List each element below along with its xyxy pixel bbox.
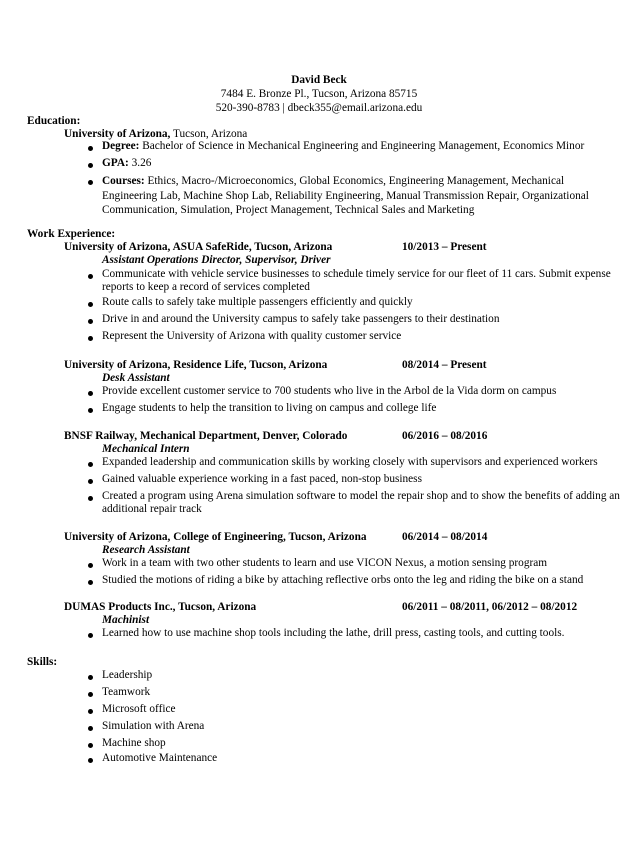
education-location: Tucson, Arizona <box>170 128 248 140</box>
job-employer: University of Arizona, ASUA SafeRide, Tucson, Arizona <box>64 241 333 253</box>
job-dates: 10/2013 – Present <box>402 241 487 253</box>
job-bullet: Expanded leadership and communication skills by working closely with supervisors and experienced workers <box>102 456 598 468</box>
skill-item: Teamwork <box>102 686 151 698</box>
job-title: Assistant Operations Director, Supervisor, Driver <box>102 254 331 266</box>
education-item-text: Bachelor of Science in Mechanical Engineering and Engineering Management, Economics Minor <box>139 140 585 152</box>
job-dates: 06/2011 – 08/2011, 06/2012 – 08/2012 <box>402 601 578 613</box>
education-item-degree <box>102 140 584 154</box>
job-bullet: Route calls to safely take multiple passengers efficiently and quickly <box>102 296 413 308</box>
bullet-icon <box>88 180 93 185</box>
job-bullet: Provide excellent customer service to 700 students who live in the Arbol de la Vida dorm on campus <box>102 385 557 397</box>
bullet-icon <box>88 462 93 467</box>
skill-item: Microsoft office <box>102 703 176 715</box>
bullet-icon <box>88 408 93 413</box>
job-title: Mechanical Intern <box>102 443 190 455</box>
work-heading: Work Experience: <box>27 228 116 240</box>
skills-heading: Skills: <box>27 656 58 668</box>
bullet-icon <box>88 743 93 748</box>
bullet-icon <box>88 319 93 324</box>
education-item-label: GPA: <box>102 157 129 169</box>
bullet-icon <box>88 302 93 307</box>
education-school: University of Arizona, <box>64 128 171 140</box>
bullet-icon <box>88 580 93 585</box>
bullet-icon <box>88 479 93 484</box>
job-title: Desk Assistant <box>102 372 170 384</box>
job-title: Machinist <box>102 614 150 626</box>
education-item-gpa <box>102 157 151 171</box>
skill-item: Leadership <box>102 669 153 681</box>
education-item-text: 3.26 <box>128 157 152 169</box>
education-item-text: Ethics, Macro-/Microeconomics, Global Economics, Engineering Management, Mechanical Engineering Lab, Machine Shop Lab, Reliability Engineering, Manual Transmission Repair, Organizational Communication, Simulation, Project Management, Technical Sales and Marketing <box>102 175 589 216</box>
resume-name: David Beck <box>291 74 347 86</box>
skill-item: Automotive Maintenance <box>102 752 218 764</box>
education-item-courses <box>102 174 618 218</box>
bullet-icon <box>88 692 93 697</box>
bullet-icon <box>88 726 93 731</box>
bullet-icon <box>88 274 93 279</box>
contact-line: 520-390-8783 | dbeck355@email.arizona.edu <box>215 102 423 114</box>
education-heading: Education: <box>27 115 81 127</box>
education-item-label: Courses: <box>102 175 145 187</box>
bullet-icon <box>88 675 93 680</box>
job-bullet: Represent the University of Arizona with quality customer service <box>102 330 402 342</box>
job-employer: BNSF Railway, Mechanical Department, Denver, Colorado <box>64 430 348 442</box>
skill-item: Machine shop <box>102 737 166 749</box>
bullet-icon <box>88 163 93 168</box>
bullet-icon <box>88 633 93 638</box>
bullet-icon <box>88 758 93 763</box>
job-title: Research Assistant <box>102 544 190 556</box>
job-bullet: Studied the motions of riding a bike by attaching reflective orbs onto the leg and riding the bike on a stand <box>102 574 584 586</box>
bullet-icon <box>88 496 93 501</box>
job-bullet: Created a program using Arena simulation software to model the repair shop and to show the benefits of adding an additional repair track <box>102 490 620 515</box>
job-dates: 06/2016 – 08/2016 <box>402 430 488 442</box>
bullet-icon <box>88 563 93 568</box>
job-bullet: Communicate with vehicle service businesses to schedule timely service for our fleet of 11 cars. Submit expense reports to keep a record of services completed <box>102 268 611 293</box>
skill-item: Simulation with Arena <box>102 720 205 732</box>
bullet-icon <box>88 709 93 714</box>
bullet-icon <box>88 391 93 396</box>
education-item-label: Degree: <box>102 140 140 152</box>
job-bullet: Gained valuable experience working in a fast paced, non-stop business <box>102 473 422 485</box>
address-line: 7484 E. Bronze Pl., Tucson, Arizona 85715 <box>220 88 418 100</box>
bullet-icon <box>88 146 93 151</box>
job-dates: 08/2014 – Present <box>402 359 487 371</box>
job-employer: University of Arizona, Residence Life, Tucson, Arizona <box>64 359 328 371</box>
job-employer: University of Arizona, College of Engineering, Tucson, Arizona <box>64 531 367 543</box>
job-bullet: Engage students to help the transition to living on campus and college life <box>102 402 437 414</box>
job-bullet: Drive in and around the University campus to safely take passengers to their destination <box>102 313 500 325</box>
job-dates: 06/2014 – 08/2014 <box>402 531 488 543</box>
job-bullet: Work in a team with two other students to learn and use VICON Nexus, a motion sensing program <box>102 557 548 569</box>
job-bullet: Learned how to use machine shop tools including the lathe, drill press, casting tools, and cutting tools. <box>102 627 565 639</box>
job-employer: DUMAS Products Inc., Tucson, Arizona <box>64 601 257 613</box>
bullet-icon <box>88 336 93 341</box>
